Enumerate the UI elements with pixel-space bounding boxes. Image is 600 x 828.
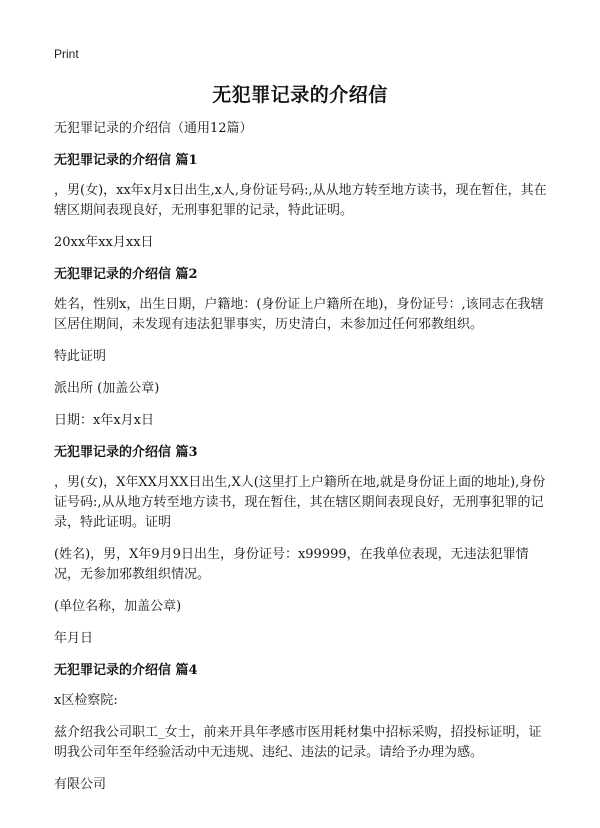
section-3-paragraph-2: (姓名)，男，X年9月9日出生，身份证号：x99999，在我单位表现，无违法犯罪情况，无参加邪教组织情况。 bbox=[54, 547, 529, 582]
section-1-date: 20xx年xx月xx日 bbox=[54, 235, 154, 250]
section-3-date: 年月日 bbox=[54, 631, 94, 646]
section-2-paragraph: 姓名，性别x，出生日期，户籍地：(身份证上户籍所在地)，身份证号：,该同志在我辖区居住期间，未发现有违法犯罪事实，历史清白，未参加过任何邪教组织。 bbox=[54, 297, 544, 332]
section-heading-1: 无犯罪记录的介绍信 篇1 bbox=[54, 153, 198, 168]
page-title: 无犯罪记录的介绍信 bbox=[212, 84, 388, 106]
section-heading-4: 无犯罪记录的介绍信 篇4 bbox=[54, 663, 198, 678]
section-2-issuer: 派出所 (加盖公章) bbox=[54, 381, 160, 396]
section-heading-2: 无犯罪记录的介绍信 篇2 bbox=[54, 267, 198, 282]
print-label: Print bbox=[54, 47, 79, 61]
section-4-issuer: 有限公司 bbox=[54, 777, 107, 792]
section-1-paragraph: ，男(女)，xx年x月x日出生,x人,身份证号码:,从从地方转至地方读书，现在暂住，其在辖区期间表现良好，无刑事犯罪的记录，特此证明。 bbox=[54, 183, 547, 218]
section-3-issuer: (单位名称，加盖公章) bbox=[54, 599, 182, 614]
section-2-certify: 特此证明 bbox=[54, 349, 107, 364]
intro-line: 无犯罪记录的介绍信（通用12篇） bbox=[54, 121, 253, 136]
document-body bbox=[54, 119, 554, 807]
section-4-addressee: x区检察院: bbox=[54, 693, 118, 708]
section-4-paragraph: 兹介绍我公司职工_女士，前来开具年孝感市医用耗材集中招标采购，招投标证明，证明我公司年至年经验活动中无违规、违纪、违法的记录。请给予办理为感。 bbox=[54, 725, 542, 760]
section-3-paragraph: ，男(女)，X年XX月XX日出生,X人(这里打上户籍所在地,就是身份证上面的地址),身份证号码:,从从地方转至地方读书，现在暂住，其在辖区期间表现良好，无刑事犯罪的记录，特此证明。证明 bbox=[54, 475, 546, 530]
section-heading-3: 无犯罪记录的介绍信 篇3 bbox=[54, 445, 198, 460]
section-2-date: 日期：x年x月x日 bbox=[54, 413, 154, 428]
